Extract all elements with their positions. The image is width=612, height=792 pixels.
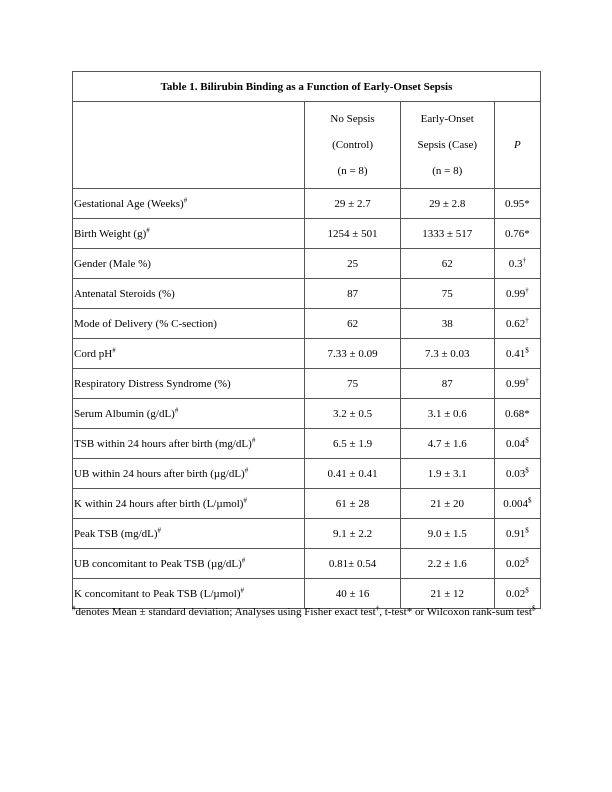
table-body <box>73 189 541 609</box>
table-title: Table 1. Bilirubin Binding as a Function of Early-Onset Sepsis <box>73 72 541 102</box>
row-p-text: 0.3 <box>508 257 523 270</box>
row-control-value: 9.1 ± 2.2 <box>305 519 400 549</box>
row-p-value <box>494 369 540 399</box>
row-p-text: 0.03 <box>506 467 526 480</box>
row-control-value: 61 ± 28 <box>305 489 400 519</box>
row-p-text: 0.02 <box>506 587 526 600</box>
row-label <box>73 369 305 399</box>
header-case <box>400 102 494 189</box>
row-label <box>73 309 305 339</box>
row-p-value <box>494 249 540 279</box>
row-label-text: Serum Albumin (g/dL) <box>74 407 175 420</box>
row-label-text: Antenatal Steroids (%) <box>74 287 175 300</box>
row-label <box>73 399 305 429</box>
row-label <box>73 339 305 369</box>
row-p-sup: † <box>522 255 527 264</box>
row-control-value: 0.81± 0.54 <box>305 549 400 579</box>
row-control-value: 75 <box>305 369 400 399</box>
row-p-value <box>494 219 540 249</box>
row-label-sup: # <box>112 345 116 354</box>
row-control-value: 7.33 ± 0.09 <box>305 339 400 369</box>
table-row <box>73 309 541 339</box>
row-control-value: 87 <box>305 279 400 309</box>
row-case-value: 1333 ± 517 <box>400 219 494 249</box>
table-row <box>73 429 541 459</box>
table-row <box>73 279 541 309</box>
row-p-value <box>494 399 540 429</box>
row-label-sup: # <box>183 195 188 204</box>
row-p-text: 0.99 <box>506 287 526 300</box>
row-label-text: Cord pH <box>74 347 113 360</box>
footnote-sup-dollar: $ <box>531 604 536 613</box>
row-control-value: 25 <box>305 249 400 279</box>
row-label <box>73 279 305 309</box>
row-label <box>73 579 305 609</box>
table-row <box>73 579 541 609</box>
row-label-text: UB concomitant to Peak TSB (µg/dL) <box>74 557 242 570</box>
table-row <box>73 549 541 579</box>
row-control-value: 1254 ± 501 <box>305 219 400 249</box>
table-row <box>73 369 541 399</box>
row-p-value <box>494 429 540 459</box>
row-p-value <box>494 309 540 339</box>
row-p-sup: † <box>525 315 529 324</box>
row-p-text: 0.99 <box>506 377 526 390</box>
row-label <box>73 489 305 519</box>
row-control-value: 3.2 ± 0.5 <box>305 399 400 429</box>
row-label-text: UB within 24 hours after birth (µg/dL) <box>74 467 245 480</box>
table-row <box>73 519 541 549</box>
row-p-value <box>494 549 540 579</box>
row-case-value: 21 ± 20 <box>400 489 494 519</box>
row-label-text: Peak TSB (mg/dL) <box>74 527 158 540</box>
row-p-value <box>494 459 540 489</box>
row-p-sup: $ <box>525 585 529 594</box>
row-p-text: 0.68* <box>505 407 530 420</box>
row-label-sup: # <box>174 405 179 414</box>
row-label-text: Mode of Delivery (% C-section) <box>74 317 217 330</box>
row-case-value: 87 <box>400 369 494 399</box>
table-row <box>73 459 541 489</box>
row-p-value <box>494 279 540 309</box>
table-row <box>73 189 541 219</box>
header-control-line3: (n = 8) <box>337 165 368 177</box>
bilirubin-table <box>72 71 541 609</box>
header-case-line2: Sepsis (Case) <box>417 139 478 151</box>
row-label <box>73 519 305 549</box>
row-p-text: 0.95* <box>505 197 530 210</box>
row-case-value: 21 ± 12 <box>400 579 494 609</box>
row-label-text: Birth Weight (g) <box>74 227 147 240</box>
row-label <box>73 429 305 459</box>
row-p-text: 0.91 <box>506 527 526 540</box>
row-control-value: 0.41 ± 0.41 <box>305 459 400 489</box>
row-label <box>73 189 305 219</box>
row-case-value: 9.0 ± 1.5 <box>400 519 494 549</box>
header-p <box>494 102 540 189</box>
row-p-sup: $ <box>525 555 529 564</box>
footnote-text-1: denotes Mean ± standard deviation; Analyses using Fisher exact test <box>75 606 376 618</box>
row-label <box>73 459 305 489</box>
row-p-sup: $ <box>525 525 529 534</box>
header-control-line2: (Control) <box>332 139 374 151</box>
row-label-text: K concomitant to Peak TSB (L/µmol) <box>74 587 241 600</box>
row-label-sup: # <box>146 225 150 234</box>
row-label-text: Gestational Age (Weeks) <box>74 197 184 210</box>
row-p-text: 0.02 <box>506 557 526 570</box>
row-p-sup: † <box>525 285 529 294</box>
header-row <box>73 102 541 189</box>
row-label-text: Respiratory Distress Syndrome (%) <box>74 377 231 390</box>
footnote-sup-hash: # <box>72 604 76 613</box>
row-p-sup: $ <box>525 345 529 354</box>
header-empty <box>73 102 305 189</box>
row-case-value: 29 ± 2.8 <box>400 189 494 219</box>
row-p-sup: $ <box>525 435 529 444</box>
footnote-text-2: , t-test* or Wilcoxon rank-sum test <box>379 606 532 618</box>
table-row <box>73 249 541 279</box>
row-p-value <box>494 489 540 519</box>
table-row <box>73 339 541 369</box>
table-footnote <box>72 605 544 620</box>
row-p-sup: $ <box>528 495 532 504</box>
row-label <box>73 549 305 579</box>
row-case-value: 75 <box>400 279 494 309</box>
header-p-label: P <box>514 139 521 151</box>
header-control-line1: No Sepsis <box>330 113 375 125</box>
row-control-value: 6.5 ± 1.9 <box>305 429 400 459</box>
table-row <box>73 399 541 429</box>
row-label-sup: # <box>157 525 162 534</box>
row-label-text: Gender (Male %) <box>74 257 151 270</box>
row-label-sup: # <box>241 555 246 564</box>
row-p-text: 0.41 <box>506 347 526 360</box>
row-control-value: 29 ± 2.7 <box>305 189 400 219</box>
row-case-value: 38 <box>400 309 494 339</box>
row-p-value <box>494 189 540 219</box>
row-label-text: K within 24 hours after birth (L/µmol) <box>74 497 244 510</box>
row-p-text: 0.62 <box>506 317 526 330</box>
row-p-sup: † <box>525 375 529 384</box>
row-case-value: 2.2 ± 1.6 <box>400 549 494 579</box>
table-row <box>73 219 541 249</box>
row-case-value: 4.7 ± 1.6 <box>400 429 494 459</box>
row-case-value: 62 <box>400 249 494 279</box>
row-p-text: 0.004 <box>503 497 529 510</box>
header-control <box>305 102 400 189</box>
row-label-sup: # <box>243 495 247 504</box>
row-p-sup: $ <box>525 465 529 474</box>
table-row <box>73 489 541 519</box>
row-p-text: 0.04 <box>506 437 526 450</box>
row-label-sup: # <box>251 435 256 444</box>
row-control-value: 40 ± 16 <box>305 579 400 609</box>
row-case-value: 1.9 ± 3.1 <box>400 459 494 489</box>
row-label <box>73 249 305 279</box>
row-label-sup: # <box>240 585 245 594</box>
row-p-text: 0.76* <box>505 227 530 240</box>
row-p-value <box>494 519 540 549</box>
row-case-value: 3.1 ± 0.6 <box>400 399 494 429</box>
row-label-sup: # <box>244 465 249 474</box>
row-label <box>73 219 305 249</box>
row-p-value <box>494 339 540 369</box>
row-case-value: 7.3 ± 0.03 <box>400 339 494 369</box>
row-label-text: TSB within 24 hours after birth (mg/dL) <box>74 437 252 450</box>
header-case-line1: Early-Onset <box>420 113 474 125</box>
header-case-line3: (n = 8) <box>432 165 463 177</box>
footnote-sup-dagger: † <box>375 604 380 613</box>
row-control-value: 62 <box>305 309 400 339</box>
